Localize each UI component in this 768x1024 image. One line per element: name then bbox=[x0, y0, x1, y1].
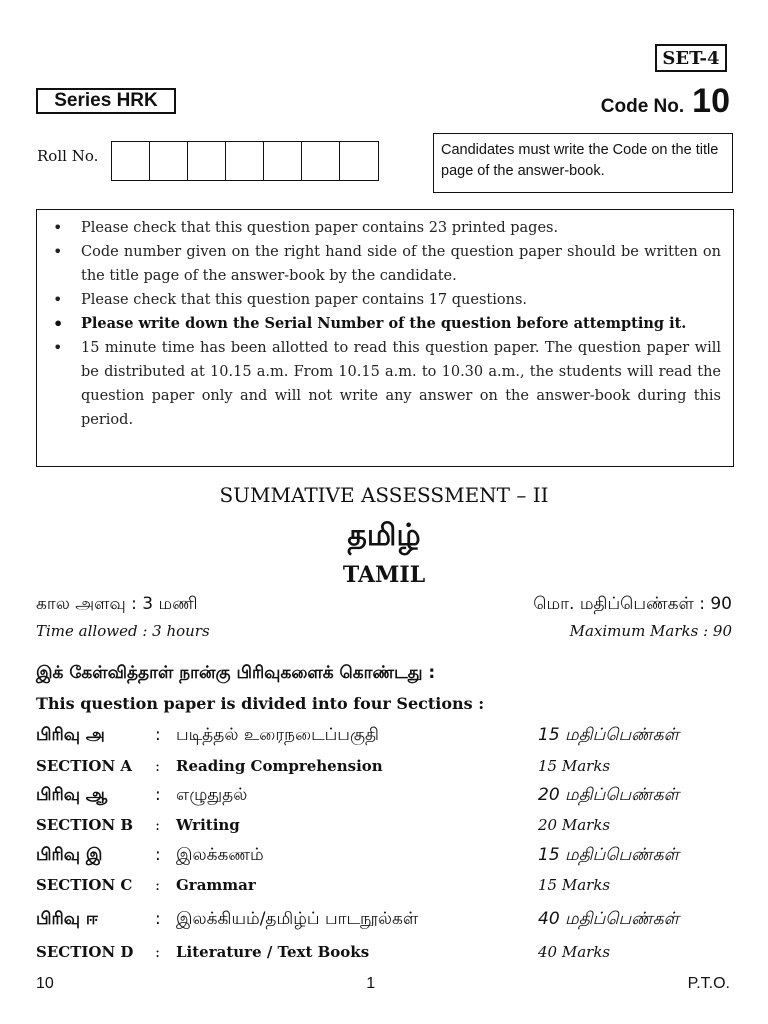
section-d-tamil bbox=[36, 909, 736, 935]
section-c-tamil bbox=[36, 845, 736, 871]
section-label: SECTION A bbox=[36, 757, 133, 775]
assessment-title: SUMMATIVE ASSESSMENT – II bbox=[219, 483, 549, 507]
colon: : bbox=[155, 816, 161, 834]
time-marks-tamil bbox=[36, 594, 732, 616]
code-label: Code No. bbox=[600, 96, 685, 117]
time-tamil: கால அளவு : 3 மணி bbox=[36, 594, 198, 614]
maximum-marks: Maximum Marks : 90 bbox=[569, 622, 732, 640]
section-label: SECTION D bbox=[36, 943, 134, 961]
section-marks: 40 Marks bbox=[538, 943, 611, 961]
section-marks: 20 Marks bbox=[538, 816, 611, 834]
section-marks: 15 மதிப்பெண்கள் bbox=[538, 845, 680, 865]
roll-cell[interactable] bbox=[302, 142, 340, 180]
section-label: SECTION B bbox=[36, 816, 134, 834]
section-marks: 40 மதிப்பெண்கள் bbox=[538, 909, 680, 929]
instruction-item: • Please write down the Serial Number of the question before attempting it. bbox=[49, 312, 721, 336]
series-label: Series HRK bbox=[36, 88, 176, 114]
section-name: எழுதுதல் bbox=[176, 785, 248, 805]
page-footer bbox=[36, 975, 730, 993]
roll-cell[interactable] bbox=[226, 142, 264, 180]
section-a-tamil bbox=[36, 725, 736, 751]
marks-tamil: மொ. மதிப்பெண்கள் : 90 bbox=[533, 594, 732, 614]
instruction-item: • Code number given on the right hand side of the question paper should be written on the title page of the answer-book by the candidate. bbox=[49, 240, 721, 288]
section-marks: 20 மதிப்பெண்கள் bbox=[538, 785, 680, 805]
section-label: பிரிவு ஆ bbox=[36, 785, 108, 805]
colon: : bbox=[155, 943, 161, 961]
section-marks: 15 Marks bbox=[538, 757, 611, 775]
footer-code: 10 bbox=[36, 975, 54, 992]
candidate-note: Candidates must write the Code on the title page of the answer-book. bbox=[433, 133, 733, 193]
time-marks-english bbox=[36, 622, 732, 640]
instruction-item: • 15 minute time has been allotted to read this question paper. The question paper will be distributed at 10.15 a.m. From 10.15 a.m. to 10.30 a.m., the students will read the question paper only and will not write any answer on the answer-book during this period. bbox=[49, 336, 721, 432]
time-allowed: Time allowed : 3 hours bbox=[36, 622, 210, 640]
section-label: பிரிவு ஈ bbox=[36, 909, 98, 929]
section-name: Grammar bbox=[176, 876, 256, 894]
colon: : bbox=[155, 725, 161, 745]
section-marks: 15 Marks bbox=[538, 876, 611, 894]
section-b-tamil bbox=[36, 785, 736, 811]
section-name: இலக்கியம்/தமிழ்ப் பாடநூல்கள் bbox=[176, 909, 419, 929]
roll-cell[interactable] bbox=[112, 142, 150, 180]
roll-number-grid[interactable] bbox=[111, 141, 379, 181]
code-number-block bbox=[601, 82, 730, 121]
roll-cell[interactable] bbox=[264, 142, 302, 180]
section-name: Reading Comprehension bbox=[176, 757, 383, 775]
instruction-item: • Please check that this question paper contains 17 questions. bbox=[49, 288, 721, 312]
colon: : bbox=[155, 785, 161, 805]
roll-cell[interactable] bbox=[188, 142, 226, 180]
colon: : bbox=[155, 876, 161, 894]
pto-label: P.T.O. bbox=[687, 975, 730, 992]
section-marks: 15 மதிப்பெண்கள் bbox=[538, 725, 680, 745]
section-name: Literature / Text Books bbox=[176, 943, 370, 961]
section-name: Writing bbox=[176, 816, 240, 834]
colon: : bbox=[155, 757, 161, 775]
division-note-english: This question paper is divided into four Sections : bbox=[36, 694, 485, 713]
roll-label: Roll No. bbox=[37, 147, 99, 165]
code-number: 10 bbox=[692, 82, 730, 120]
instruction-item: • Please check that this question paper contains 23 printed pages. bbox=[49, 216, 721, 240]
colon: : bbox=[155, 845, 161, 865]
section-label: பிரிவு அ bbox=[36, 725, 105, 745]
set-badge: SET-4 bbox=[655, 44, 727, 72]
section-name: படித்தல் உரைநடைப்பகுதி bbox=[176, 725, 379, 745]
subject-title-english: TAMIL bbox=[342, 562, 426, 588]
section-d-english bbox=[36, 943, 736, 969]
division-note-tamil: இக் கேள்வித்தாள் நான்கு பிரிவுகளைக் கொண்டது : bbox=[36, 663, 436, 683]
page-number: 1 bbox=[366, 975, 376, 992]
section-c-english bbox=[36, 876, 736, 902]
instructions-box bbox=[36, 209, 734, 467]
section-a-english bbox=[36, 757, 736, 783]
section-name: இலக்கணம் bbox=[176, 845, 264, 865]
subject-title-tamil: தமிழ் bbox=[347, 518, 421, 553]
colon: : bbox=[155, 909, 161, 929]
section-b-english bbox=[36, 816, 736, 842]
section-label: பிரிவு இ bbox=[36, 845, 103, 865]
roll-cell[interactable] bbox=[340, 142, 378, 180]
roll-cell[interactable] bbox=[150, 142, 188, 180]
section-label: SECTION C bbox=[36, 876, 133, 894]
